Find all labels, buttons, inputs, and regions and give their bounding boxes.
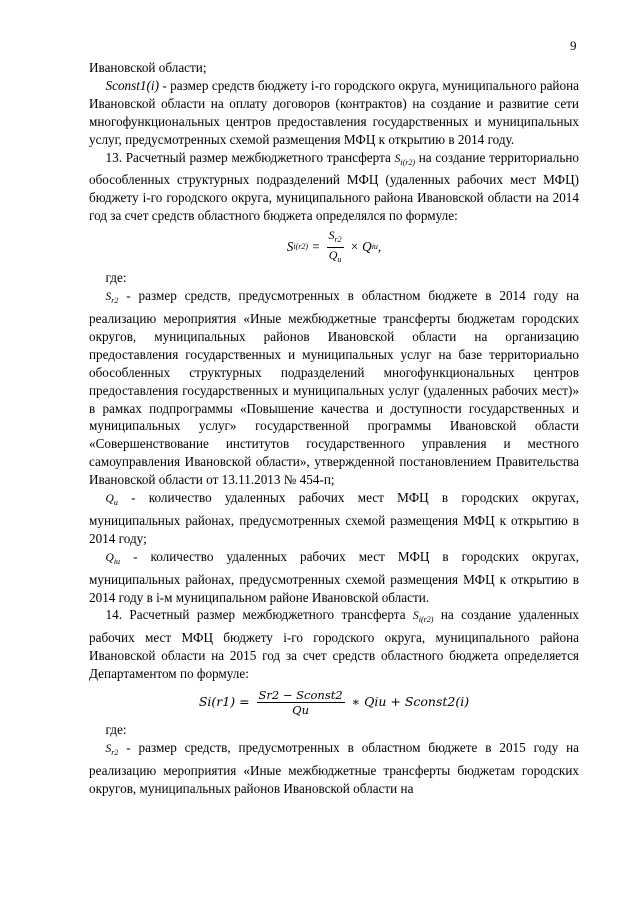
formula-numerator: Sr2 − Sconst2 — [258, 687, 343, 702]
paragraph-text: - размер средств бюджету i-го городского округа, муниципального района Ивановской области на оплату договоров (контрактов) на создание и развитие сети многофункциональных центров предоставления государственных и муниципальных услуг, предусмотренных схемой размещения МФЦ к открытию в 2014 году. — [89, 77, 579, 147]
symbol-subscript: i(r2) — [418, 615, 434, 625]
symbol-subscript: r2 — [111, 748, 119, 757]
formula-lhs: Si(r1) = — [198, 694, 254, 710]
formula-times: × Q — [346, 239, 372, 255]
symbol: S — [105, 743, 112, 755]
paragraph-sr2-2015 — [89, 739, 579, 798]
paragraph-text: 14. Расчетный размер межбюджетного трансферта — [105, 607, 413, 623]
paragraph — [89, 59, 579, 77]
symbol-subscript: iu — [113, 556, 121, 566]
formula-eq: = — [308, 239, 324, 255]
formula-rhs: ∗ Qiu + Sconst2(i) — [347, 694, 470, 710]
formula-lhs: S — [286, 239, 294, 255]
formula-lhs-sub: i(r2) — [293, 242, 309, 252]
symbol: S — [394, 152, 401, 165]
paragraph-13 — [89, 149, 579, 226]
symbol: Q — [105, 551, 114, 564]
paragraph-qiu — [89, 548, 579, 607]
where-label: где: — [105, 270, 127, 286]
symbol: S — [105, 291, 112, 304]
denominator-sub: u — [337, 254, 342, 264]
paragraph-text: 13. Расчетный размер межбюджетного трансферта — [105, 149, 395, 165]
numerator-sub: r2 — [334, 234, 342, 244]
paragraph-text: - количество удаленных рабочих мест МФЦ в городских округах, муниципальных районах, предусмотренных схемой размещения МФЦ к открытию в 2014 году; — [89, 490, 579, 546]
denominator-text: Q — [328, 247, 338, 262]
paragraph-text: - количество удаленных рабочих мест МФЦ в городских округах, муниципальных районах, предусмотренных схемой размещения МФЦ к открытию в 2014 году в i-м муниципальном районе Ивановской области. — [89, 548, 579, 605]
page-number: 9 — [570, 38, 577, 53]
formula-times-sub: iu — [371, 242, 378, 252]
formula-denominator: Qu — [292, 702, 310, 717]
formula-end: , — [377, 239, 382, 255]
symbol-subscript: u — [113, 498, 118, 508]
formula-fraction — [327, 228, 344, 267]
formula-1 — [89, 227, 579, 267]
paragraph-sconst1 — [89, 77, 579, 149]
symbol: S — [413, 610, 419, 623]
text-line: Ивановской области; — [89, 60, 207, 75]
paragraph-text: - размер средств, предусмотренных в областном бюджете в 2014 году на реализацию мероприятия «Иные межбюджетные трансферты бюджетам городских округов, муниципальных районов Ивановской области на организацию предоставления государственных и муниципальных услуг на базе территориально обособленных структурных подразделений многофункциональных центров предоставления государственных и муниципальных услуг (удаленных рабочих мест)» в рамках подпрограммы «Повышение качества и доступности государственных и муниципальных услуг» государственной программы Ивановской области «Совершенствование институтов государственного управления и местного самоуправления Ивановской области», утвержденной постановлением Правительства Ивановской области от 13.11.2013 № 454-п; — [89, 288, 579, 488]
paragraph-text: - размер средств, предусмотренных в областном бюджете в 2015 году на реализацию мероприятия «Иные межбюджетные трансферты бюджетам городских округов, муниципальных районов Ивановской области на — [89, 740, 579, 796]
paragraph-text: на создание территориально обособленных структурных подразделений МФЦ (удаленных рабочих мест МФЦ) бюджету i-го городского округа, муниципального района Ивановской области на 2014 год за счет средств областного бюджета определялся по формуле: — [89, 149, 579, 224]
paragraph-qu — [89, 489, 579, 548]
paragraph-text: на создание удаленных рабочих мест МФЦ бюджету i-го городского округа, муниципального района Ивановской области на 2015 год за счет средств областного бюджета определяется Департаментом по формуле: — [89, 607, 579, 682]
paragraph-14 — [89, 606, 579, 683]
paragraph-sr2 — [89, 287, 579, 489]
formula-2 — [89, 683, 579, 721]
numerator-text: S — [328, 227, 335, 242]
where-label: где: — [105, 722, 127, 738]
symbol-subscript: i(r2) — [400, 157, 416, 167]
symbol-subscript: r2 — [111, 296, 119, 306]
formula-denominator — [329, 248, 342, 267]
formula-numerator — [327, 228, 344, 248]
symbol: Sconst1(i) — [105, 77, 159, 93]
symbol: Q — [105, 493, 114, 506]
document-body — [89, 59, 579, 798]
formula-fraction — [257, 688, 345, 717]
